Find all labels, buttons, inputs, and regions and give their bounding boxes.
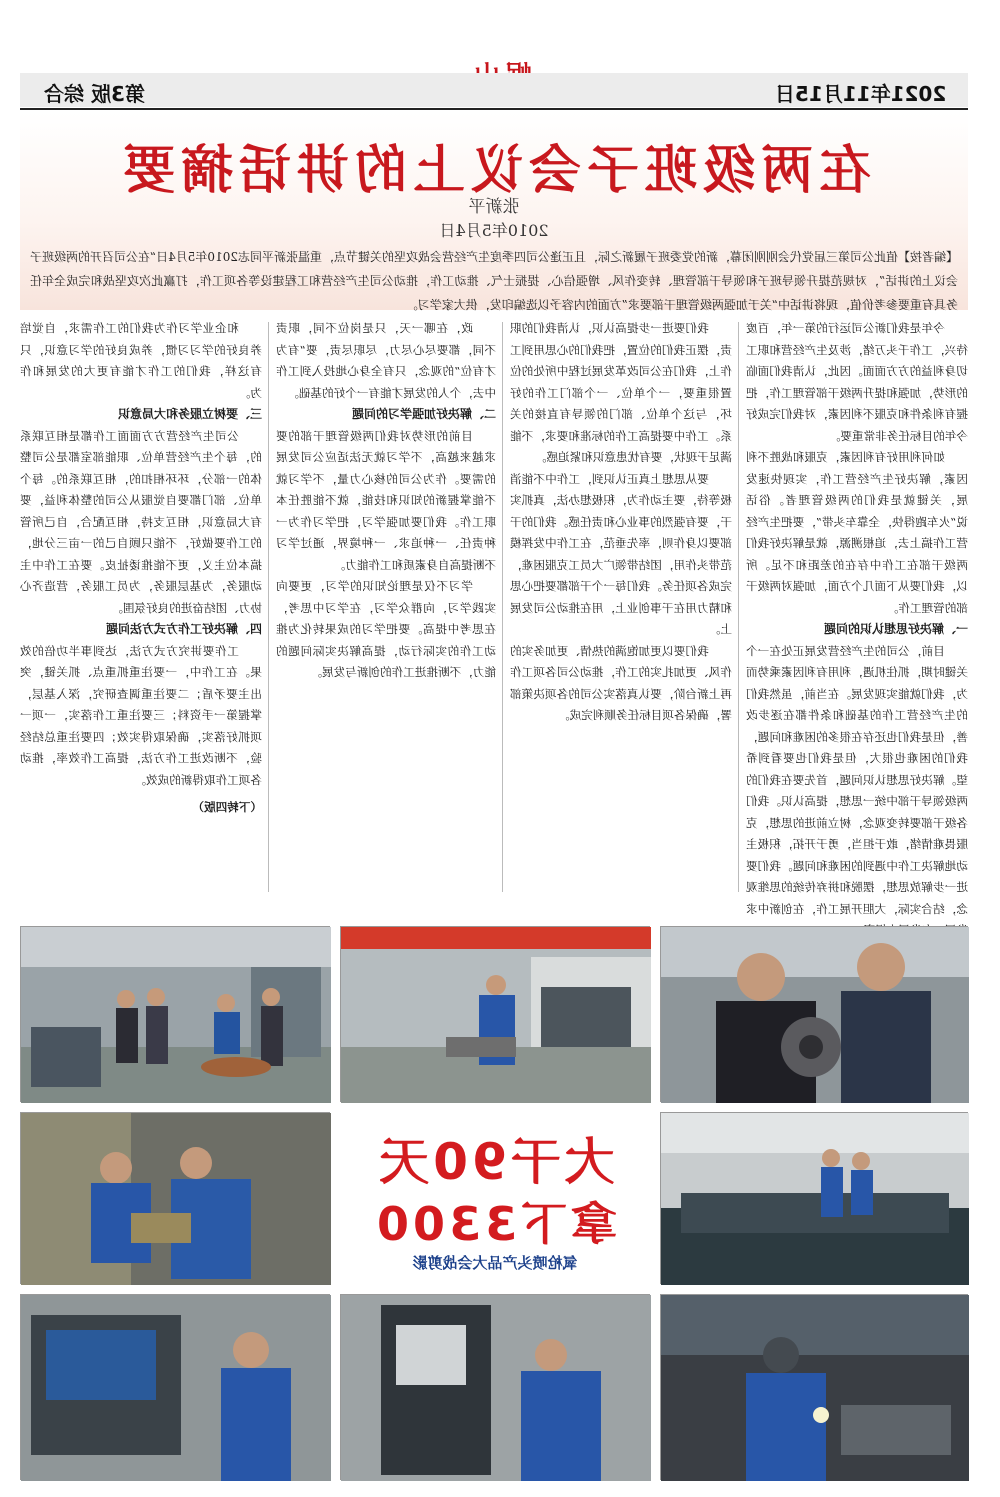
photo-welding <box>660 1294 968 1480</box>
campaign-slogan <box>340 1112 650 1284</box>
article-title: 在两级班子会议上的讲话摘要 <box>117 140 872 201</box>
photo-cnc-adjusting <box>340 1294 650 1480</box>
paragraph: 我们要以更加饱满的热情、更加务实的作风、更加扎实的工作，推动公司各项工作再上新台阶，要认真落实公司的各项决策部署，确保各项目标任务顺利完成。 <box>510 643 732 722</box>
header-divider <box>20 108 968 110</box>
editor-note: 【编者按】值此公司第三届党代会刚刚闭幕，新的党委班子履新之际，且正逢公司四季度生产经营会战攻坚的关键节点，重温张新平同志2010年5月4日“在公司召开的两级班子会议上的讲话”，对规范提升领导班子和领导干部管理、转变作风、增强信心、提振士气、推动工作，推动公司生产经营和工程建设等各项工作，打赢此次攻坚战和完成全年任务具有重要参考价值，现将讲话中“关于加强两级管理干部要求”方面的内容予以选编印发，供大家学习。 <box>30 250 958 312</box>
article-header <box>20 112 968 310</box>
paragraph: （下转四版） <box>192 800 262 814</box>
photo-leaders-check-part <box>660 926 968 1102</box>
photo-workshop-inspection <box>20 926 330 1102</box>
edition-label: 第3版 综合 <box>44 82 145 106</box>
article-body <box>20 318 968 916</box>
photo-workers-assembling <box>20 1112 330 1284</box>
speech-date: 2010年5月4日 <box>439 221 549 240</box>
section-heading: 四、解决好工作方式方法问题 <box>105 622 262 636</box>
paragraph: 工作要讲究方式方法，达到事半功倍的效果。在工作中，一要注重抓重点、抓关键，突出主要矛盾；二要注重调查研究，深入基层，掌握第一手资料；三要注重工作落实，一项一项抓好落实，确保取得实效；四要注重总结经验，不断改进工作方法，提高工作效率，推动各项工作取得新的成效。 <box>20 643 262 787</box>
article-column-4 <box>20 318 262 896</box>
column-divider <box>268 322 269 892</box>
section-heading: 三、要树立服务和大局意识 <box>117 407 262 421</box>
paragraph: 目前的形势对我们两级管理干部的要求越来越高，不学习就无法适应公司发展的需要。作为公司的核心力量，不学习就不能掌握新的知识和技能，就不能胜任本职工作。我们要加强学习，把学习作为一种责任、一种追求、一种境界，通过学习不断提高自身素质和工作能力。 <box>276 428 496 572</box>
column-divider <box>502 322 503 892</box>
paragraph: 学习不仅是理论知识的学习，更要向实践学习，向群众学习，在学习中思考，在思考中提高。要把学习的成果转化为推动工作的实际行动，提高解决实际问题的能力，不断推进工作的创新与发展。 <box>276 579 496 679</box>
photo-lathe-workshop <box>660 1112 968 1284</box>
paragraph: 如何利用好有利因素，克服和战胜不利因素，解决好生产经营工作，实现快速发展，关键就是我们的两级管理者。俗话说“火车跑得快，全靠车头带”，要把生产经营工作搞上去，追根溯源，就是解决好我们两级干部在工作中存在的差距和不足。所以，我们要从下面几个方面，加强对两级干部的管理工作。 <box>746 450 968 615</box>
slogan-line-2: 拿下3300 <box>372 1197 618 1251</box>
paragraph: 我们要进一步提高认识，认清我们的职责，摆正我们的位置，把我们的心思用到工作上，我们在公司改革发展过程中所处的位置很重要，一个单位、一个部门工作的好坏，与这个单位、部门的领导有直接的关系。工作中要提高工作的标准和要求，不能满足于现状，要有忧患意识和紧迫感。 <box>510 321 732 464</box>
article-column-1 <box>746 318 968 916</box>
article-author: 张新平 <box>468 197 520 217</box>
section-heading: 二、解决好加强学习的问题 <box>351 407 496 421</box>
column-divider <box>738 322 739 892</box>
article-column-2 <box>510 318 732 896</box>
paragraph: 目前，公司的生产经营发展正处在一个关键时期，抓住机遇，利用有利因素乘势而为，我们就能实现发展。在当前，虽然我们的生产经营工作的基础和条件都在逐步改善，但是我们也还存在很多的困难和问题，我们的困难也很大，但是我们也要看到希望。解决好思想认识问题，首先要在我们的两级领导干部中统一思想，提高认识。我们各级干部要转变观念，树立前进的思想，克服畏难情绪，敢于担当，勇于开拓，积极主动地解决工作中遇到的困难和问题。我们要进一步解放思想，摆脱和拼弃传统的思维观念，结合实际，大胆开展工作，在创新中求 <box>746 643 968 916</box>
paragraph: 和企业学习作为我们的工作需求，自觉培养良好的学习习惯，养成良好的学习意识，只有这样，我们的工作才能有更大的发展和作为。 <box>20 321 262 400</box>
photo-machine-operator <box>340 926 650 1102</box>
section-heading: 一、解决好思想认识的问题 <box>823 622 968 636</box>
issue-date: 2021年11月15日 <box>774 82 946 106</box>
slogan-line-1: 大干90天 <box>375 1133 615 1191</box>
paragraph: 政，在哪一天，只是岗位不同，职责不同，都要尽心尽力，尽职尽责，要“有为才有位”的观念，只有全身心地投入到工作中去，个人的发展才能有一个好的基础。 <box>276 321 496 400</box>
photo-cnc-operation <box>20 1294 330 1480</box>
paragraph: 公司生产经营方方面面工作都是相互联系的，每个生产经营单位、职能部室都是公司整体的一部分，环环相扣的，相互联系的。每个单位、部门都要自觉服从公司的整体利益，要有大局意识，相互支持，相互配合，自己所管的工作要做好，不能只顾自己的一亩三分地，搞本位主义，更不能推诿扯皮。要在工作中主动服务，为基层服务，为员工服务，营造齐心协力、团结奋进的良好氛围。 <box>20 428 262 615</box>
header-bar <box>20 73 968 107</box>
paragraph: 要从思想上真正认识到，工作中不能消极等待，要主动作为，积极想办法，真抓实干，要有强烈的事业心和责任感。我们的干部要以身作则，率先垂范，在工作中发挥模范带头作用，团结带领广大员工克服困难，完成各项任务。我们每一个干部都要把心思和精力用在干事创业上，用在推动公司发展上。 <box>510 471 732 636</box>
article-column-3 <box>276 318 496 896</box>
photo-set-caption: 氧枪喷头产品大会战剪影 <box>412 1254 578 1272</box>
paragraph: 今年是我们新公司运行的第一年，百废待兴，工作千头万绪，涉及生产经营和职工切身利益的方方面面。因此，认清我们面临的形势，加强和提升两级干部管理工作，把握有利条件和克服不利因素，对我们完成好今年的目标任务非常重要。 <box>746 321 968 443</box>
